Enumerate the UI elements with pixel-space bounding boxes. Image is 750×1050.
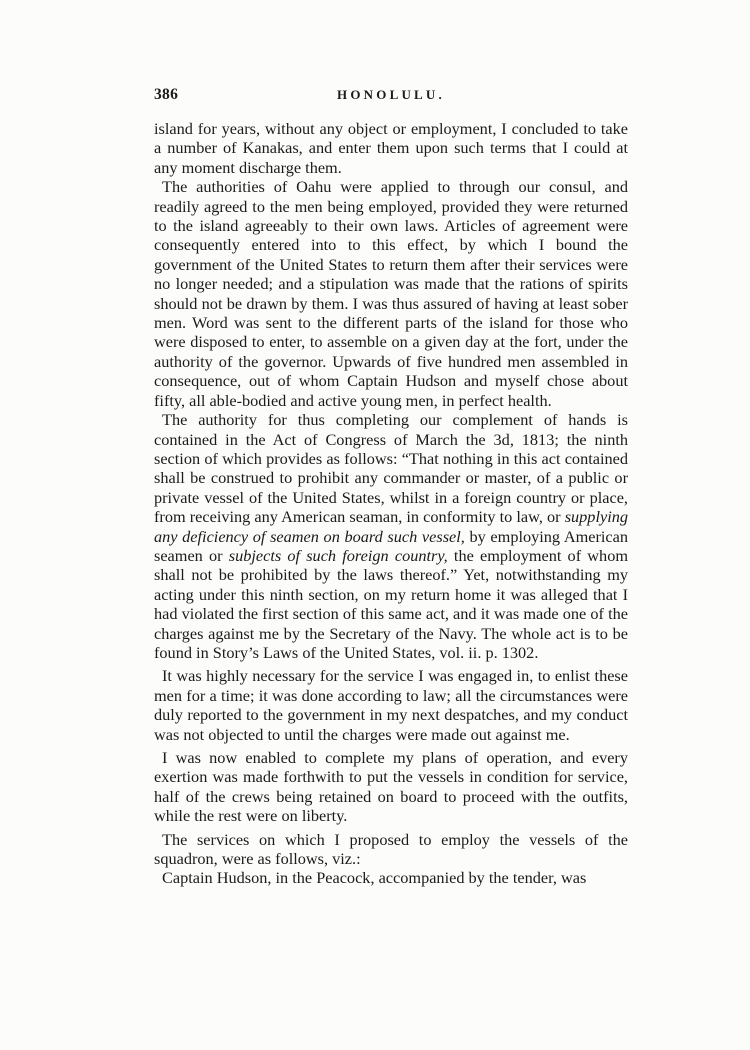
page-number: 386 (154, 86, 179, 103)
paragraph (154, 830, 628, 869)
paragraph-text: island for years, without any object or employment, I concluded to take a number of Kanakas, and enter them upon such terms that I could at any moment discharge them. (154, 119, 628, 177)
paragraph (154, 410, 628, 662)
paragraph (154, 748, 628, 826)
running-head (154, 86, 628, 108)
paragraph (154, 119, 628, 177)
paragraph (154, 666, 628, 744)
paragraph-text: The authority for thus completing our complement of hands is contained in the Act of Congress of March the 3d, 1813; the ninth section of which provides as follows: “That nothing in this act contained shall be construed to prohibit any commander or master, of a public or private vessel of the United States, whilst in a foreign country or place, from receiving any American seaman, in conformity to law, or (154, 410, 628, 527)
body-text (154, 119, 628, 888)
italic-quotation: supplying any deficiency of seamen on board such vessel, (154, 507, 628, 546)
paragraph (154, 868, 628, 887)
paragraph (154, 177, 628, 410)
paragraph-text: The services on which I proposed to employ the vessels of the squadron, were as follows, viz.: (154, 829, 628, 869)
paragraph-text: I was now enabled to complete my plans of operation, and every exertion was made forthwith to put the vessels in condition for service, half of the crews being retained on board to proceed with the outfits, while the rest were on liberty. (154, 748, 628, 826)
running-title: HONOLULU. (337, 87, 445, 102)
paragraph-text: Captain Hudson, in the Peacock, accompanied by the tender, was (162, 868, 587, 888)
paragraph-text: The authorities of Oahu were applied to through our consul, and readily agreed to the men being employed, provided they were returned to the island agreeably to their own laws. Articles of agreement were consequently entered into to this effect, by which I bound the government of the United States to return them after their services were no longer needed; and a stipulation was made that the rations of spirits should not be drawn by them. I was thus assured of having at least sober men. Word was sent to the different parts of the island for those who were disposed to enter, to assemble on a given day at the fort, under the authority of the governor. Upwards of five hundred men assembled in consequence, out of whom Captain Hudson and myself chose about fifty, all able-bodied and active young men, in perfect health. (154, 177, 628, 410)
italic-quotation: subjects of such foreign country, (228, 545, 448, 565)
paragraph-text: It was highly necessary for the service I was engaged in, to enlist these men for a time; it was done according to law; all the circumstances were duly reported to the government in my next despatches, and my conduct was not objected to until the charges were made out against me. (154, 666, 628, 744)
paragraph-text: by employing American seamen or (154, 526, 629, 565)
paragraph-text: the employment of whom shall not be prohibited by the laws thereof.” Yet, notwithstanding my acting under this ninth section, on my return home it was alleged that I had violated the first section of this same act, and it was made one of the charges against me by the Secretary of the Navy. The whole act is to be found in Story’s Laws of the United States, vol. ii. p. 1302. (154, 545, 629, 662)
